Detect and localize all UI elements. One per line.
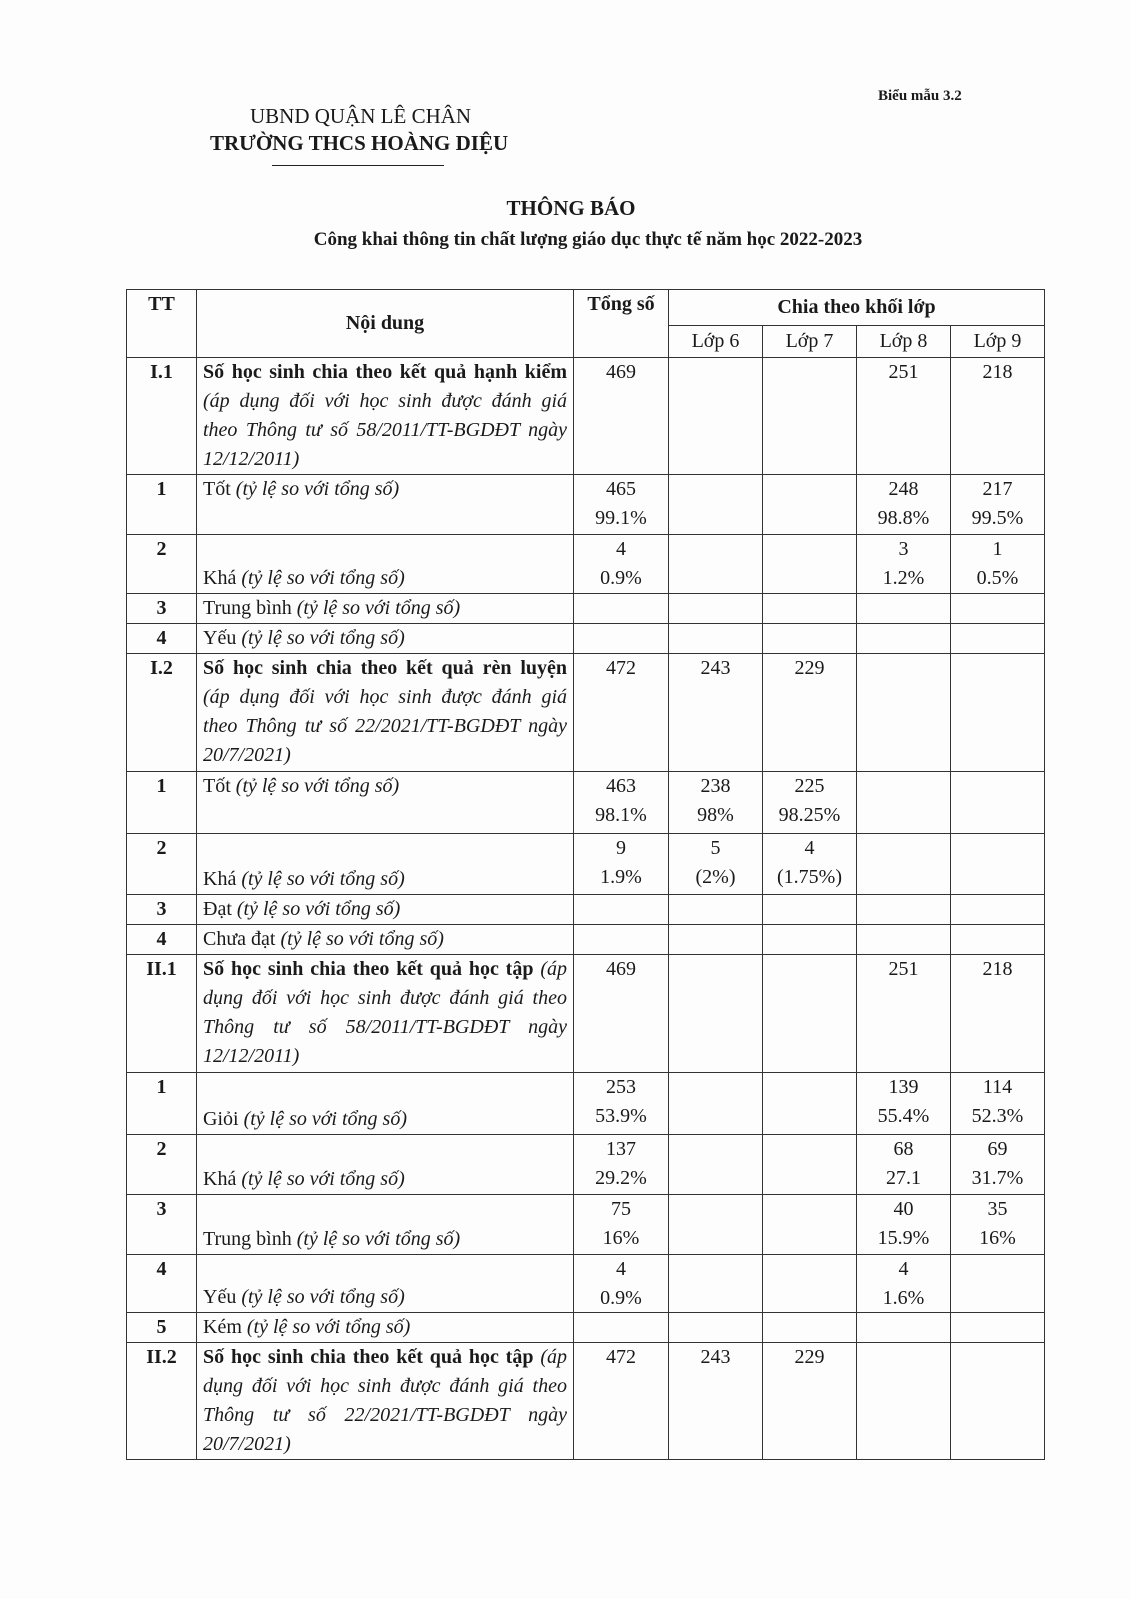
value-grade-8 bbox=[857, 1313, 951, 1343]
content-note: (áp dụng đối với học sinh được đánh giá theo Thông tư số 22/2021/TT-BGDĐT ngày 20/7/2021) bbox=[203, 1346, 567, 1455]
row-content bbox=[197, 594, 574, 624]
value-total bbox=[574, 1135, 669, 1195]
table-row bbox=[127, 1255, 1045, 1313]
value-grade-6 bbox=[669, 624, 763, 654]
value-grade-7 bbox=[763, 834, 857, 895]
content-label: Khá bbox=[203, 567, 237, 589]
value-grade-8 bbox=[857, 654, 951, 772]
value-total bbox=[574, 1195, 669, 1255]
content-label: Khá bbox=[203, 1168, 237, 1190]
value-grade-9 bbox=[951, 834, 1045, 895]
value-grade-8 bbox=[857, 594, 951, 624]
row-number: II.1 bbox=[127, 955, 197, 1073]
value-count: 4 bbox=[804, 837, 815, 859]
value-total bbox=[574, 1255, 669, 1313]
school-name: TRƯỜNG THCS HOÀNG DIỆU bbox=[210, 131, 509, 155]
value-count: 469 bbox=[606, 361, 636, 383]
table-row bbox=[127, 834, 1045, 895]
table-row bbox=[127, 1313, 1045, 1343]
table-row bbox=[127, 1343, 1045, 1460]
table-row bbox=[127, 594, 1045, 624]
value-grade-7 bbox=[763, 1195, 857, 1255]
content-note: (tỷ lệ so với tổng số) bbox=[291, 1228, 461, 1250]
content-label: Kém bbox=[203, 1316, 242, 1338]
value-count: 5 bbox=[710, 837, 721, 859]
value-count: 69 bbox=[987, 1138, 1008, 1160]
row-content bbox=[197, 1135, 574, 1195]
education-quality-table bbox=[126, 289, 1045, 1460]
value-count: 218 bbox=[982, 361, 1013, 383]
row-content bbox=[197, 624, 574, 654]
value-percent: 0.5% bbox=[976, 567, 1019, 589]
table-row bbox=[127, 654, 1045, 772]
value-total bbox=[574, 1073, 669, 1135]
value-grade-7 bbox=[763, 475, 857, 535]
row-number: 5 bbox=[127, 1313, 197, 1343]
content-note: (tỷ lệ so với tổng số) bbox=[275, 928, 444, 950]
value-grade-6 bbox=[669, 1195, 763, 1255]
row-number: 1 bbox=[127, 1073, 197, 1135]
value-percent: 98.1% bbox=[595, 804, 647, 826]
row-number: 2 bbox=[127, 834, 197, 895]
row-content bbox=[197, 654, 574, 772]
value-count: 35 bbox=[987, 1198, 1008, 1220]
table-row bbox=[127, 772, 1045, 834]
row-content bbox=[197, 535, 574, 594]
value-percent: 15.9% bbox=[877, 1227, 930, 1249]
value-grade-7 bbox=[763, 358, 857, 475]
value-grade-7 bbox=[763, 1255, 857, 1313]
value-grade-7 bbox=[763, 624, 857, 654]
value-grade-6 bbox=[669, 358, 763, 475]
value-grade-9 bbox=[951, 535, 1045, 594]
content-note: (tỷ lệ so với tổng số) bbox=[238, 1108, 407, 1130]
value-total bbox=[574, 1343, 669, 1460]
value-grade-7 bbox=[763, 1343, 857, 1460]
value-count: 225 bbox=[794, 775, 825, 797]
value-grade-8 bbox=[857, 1255, 951, 1313]
content-note: (áp dụng đối với học sinh được đánh giá theo Thông tư số 22/2021/TT-BGDĐT ngày 20/7/2021) bbox=[203, 686, 567, 766]
row-content bbox=[197, 475, 574, 535]
value-count: 472 bbox=[606, 657, 636, 679]
table-row bbox=[127, 358, 1045, 475]
content-label: Yếu bbox=[203, 1286, 237, 1308]
value-grade-7 bbox=[763, 895, 857, 925]
content-note: (tỷ lệ so với tổng số) bbox=[236, 1168, 405, 1190]
row-number: II.2 bbox=[127, 1343, 197, 1460]
value-count: 251 bbox=[888, 958, 919, 980]
value-grade-8 bbox=[857, 834, 951, 895]
content-note: (tỷ lệ so với tổng số) bbox=[236, 1286, 405, 1308]
value-count: 4 bbox=[898, 1258, 909, 1280]
value-percent: 16% bbox=[602, 1227, 640, 1249]
table-row bbox=[127, 535, 1045, 594]
value-count: 465 bbox=[606, 478, 636, 500]
value-grade-8 bbox=[857, 895, 951, 925]
row-content bbox=[197, 1343, 574, 1460]
value-grade-8 bbox=[857, 475, 951, 535]
value-grade-6 bbox=[669, 1343, 763, 1460]
row-number: 4 bbox=[127, 624, 197, 654]
value-grade-9 bbox=[951, 1255, 1045, 1313]
row-number: 1 bbox=[127, 475, 197, 535]
organization-name: UBND QUẬN LÊ CHÂN bbox=[250, 104, 472, 128]
value-count: 253 bbox=[606, 1076, 636, 1098]
value-grade-9 bbox=[951, 654, 1045, 772]
value-grade-6 bbox=[669, 1135, 763, 1195]
value-grade-8 bbox=[857, 955, 951, 1073]
value-percent: 16% bbox=[979, 1227, 1016, 1249]
row-content bbox=[197, 772, 574, 834]
value-count: 139 bbox=[888, 1076, 919, 1098]
value-total bbox=[574, 834, 669, 895]
row-number: 1 bbox=[127, 772, 197, 834]
value-total bbox=[574, 955, 669, 1073]
value-grade-8 bbox=[857, 1135, 951, 1195]
value-grade-9 bbox=[951, 772, 1045, 834]
row-content bbox=[197, 1255, 574, 1313]
value-count: 217 bbox=[982, 478, 1013, 500]
value-total bbox=[574, 772, 669, 834]
value-grade-6 bbox=[669, 834, 763, 895]
content-note: (áp dụng đối với học sinh được đánh giá theo Thông tư số 58/2011/TT-BGDĐT ngày 12/12/2011) bbox=[203, 958, 567, 1067]
value-total bbox=[574, 475, 669, 535]
table-row bbox=[127, 475, 1045, 535]
value-grade-6 bbox=[669, 594, 763, 624]
value-grade-6 bbox=[669, 1255, 763, 1313]
row-number: 3 bbox=[127, 895, 197, 925]
value-grade-6 bbox=[669, 475, 763, 535]
value-grade-9 bbox=[951, 925, 1045, 955]
value-count: 218 bbox=[982, 958, 1013, 980]
content-label: Tốt bbox=[203, 478, 231, 500]
content-note: (tỷ lệ so với tổng số) bbox=[236, 868, 405, 890]
row-content bbox=[197, 1073, 574, 1135]
value-grade-7 bbox=[763, 654, 857, 772]
value-grade-6 bbox=[669, 925, 763, 955]
value-percent: 99.1% bbox=[595, 507, 647, 529]
value-percent: (1.75%) bbox=[777, 866, 842, 888]
content-label: Tốt bbox=[203, 775, 231, 797]
value-count: 463 bbox=[606, 775, 636, 797]
value-grade-8 bbox=[857, 1195, 951, 1255]
row-number: 2 bbox=[127, 1135, 197, 1195]
header-underline bbox=[272, 165, 444, 166]
value-grade-6 bbox=[669, 535, 763, 594]
value-total bbox=[574, 654, 669, 772]
value-percent: 98.8% bbox=[877, 507, 930, 529]
header-grade-9: Lớp 9 bbox=[951, 326, 1045, 358]
row-content bbox=[197, 925, 574, 955]
row-content bbox=[197, 895, 574, 925]
value-grade-9 bbox=[951, 955, 1045, 1073]
content-bold: Số học sinh chia theo kết quả rèn luyện bbox=[203, 657, 567, 679]
row-number: 2 bbox=[127, 535, 197, 594]
content-label: Yếu bbox=[203, 627, 237, 649]
value-grade-7 bbox=[763, 535, 857, 594]
value-count: 243 bbox=[700, 657, 731, 679]
document-subtitle: Công khai thông tin chất lượng giáo dục thực tế năm học 2022-2023 bbox=[313, 229, 863, 250]
header-grade-6: Lớp 6 bbox=[669, 326, 763, 358]
table-row bbox=[127, 1073, 1045, 1135]
value-count: 4 bbox=[616, 538, 626, 560]
form-number: Biểu mẫu 3.2 bbox=[878, 88, 962, 104]
value-count: 1 bbox=[992, 538, 1003, 560]
value-percent: 29.2% bbox=[595, 1167, 647, 1189]
value-total bbox=[574, 624, 669, 654]
value-grade-7 bbox=[763, 1073, 857, 1135]
value-count: 229 bbox=[794, 657, 825, 679]
value-percent: 1.2% bbox=[882, 567, 925, 589]
row-number: 4 bbox=[127, 1255, 197, 1313]
content-bold: Số học sinh chia theo kết quả hạnh kiểm bbox=[203, 361, 567, 383]
value-total bbox=[574, 1313, 669, 1343]
value-total bbox=[574, 925, 669, 955]
value-grade-9 bbox=[951, 1343, 1045, 1460]
value-grade-9 bbox=[951, 1135, 1045, 1195]
value-grade-7 bbox=[763, 1313, 857, 1343]
value-grade-7 bbox=[763, 925, 857, 955]
value-grade-9 bbox=[951, 1073, 1045, 1135]
value-grade-8 bbox=[857, 925, 951, 955]
value-percent: 1.6% bbox=[882, 1287, 925, 1309]
value-grade-6 bbox=[669, 772, 763, 834]
row-content bbox=[197, 955, 574, 1073]
value-total bbox=[574, 594, 669, 624]
header-grade-8: Lớp 8 bbox=[857, 326, 951, 358]
value-percent: 31.7% bbox=[971, 1167, 1024, 1189]
value-grade-8 bbox=[857, 358, 951, 475]
content-label: Trung bình bbox=[203, 597, 292, 619]
value-grade-6 bbox=[669, 654, 763, 772]
value-grade-8 bbox=[857, 1343, 951, 1460]
value-grade-9 bbox=[951, 594, 1045, 624]
value-percent: 1.9% bbox=[600, 866, 642, 888]
content-label: Giỏi bbox=[203, 1108, 239, 1130]
header-tt: TT bbox=[127, 290, 197, 358]
header-grade-7: Lớp 7 bbox=[763, 326, 857, 358]
content-note: (áp dụng đối với học sinh được đánh giá theo Thông tư số 58/2011/TT-BGDĐT ngày 12/12/2011) bbox=[203, 390, 567, 470]
row-content bbox=[197, 1195, 574, 1255]
value-percent: (2%) bbox=[695, 866, 736, 888]
document-title: THÔNG BÁO bbox=[506, 196, 636, 220]
value-count: 114 bbox=[982, 1076, 1013, 1098]
value-percent: 0.9% bbox=[600, 1287, 642, 1309]
table-row bbox=[127, 955, 1045, 1073]
value-count: 238 bbox=[700, 775, 731, 797]
value-grade-8 bbox=[857, 535, 951, 594]
value-count: 4 bbox=[616, 1258, 626, 1280]
value-percent: 52.3% bbox=[971, 1105, 1024, 1127]
table-row bbox=[127, 895, 1045, 925]
row-number: I.2 bbox=[127, 654, 197, 772]
value-total bbox=[574, 358, 669, 475]
content-bold: Số học sinh chia theo kết quả học tập bbox=[203, 958, 534, 980]
value-total bbox=[574, 895, 669, 925]
value-grade-9 bbox=[951, 624, 1045, 654]
value-grade-6 bbox=[669, 1313, 763, 1343]
content-note: (tỷ lệ so với tổng số) bbox=[231, 898, 401, 920]
table-row bbox=[127, 925, 1045, 955]
row-number: 3 bbox=[127, 1195, 197, 1255]
row-number: 4 bbox=[127, 925, 197, 955]
row-content bbox=[197, 1313, 574, 1343]
value-grade-8 bbox=[857, 772, 951, 834]
value-percent: 99.5% bbox=[971, 507, 1024, 529]
value-grade-6 bbox=[669, 955, 763, 1073]
content-note: (tỷ lệ so với tổng số) bbox=[230, 478, 400, 500]
value-total bbox=[574, 535, 669, 594]
value-grade-9 bbox=[951, 1195, 1045, 1255]
content-note: (tỷ lệ so với tổng số) bbox=[236, 567, 405, 589]
value-count: 229 bbox=[794, 1346, 825, 1368]
table-row bbox=[127, 1135, 1045, 1195]
value-grade-7 bbox=[763, 955, 857, 1073]
content-note: (tỷ lệ so với tổng số) bbox=[291, 597, 461, 619]
value-count: 137 bbox=[606, 1138, 636, 1160]
row-content bbox=[197, 358, 574, 475]
table-row bbox=[127, 624, 1045, 654]
content-note: (tỷ lệ so với tổng số) bbox=[241, 1316, 411, 1338]
row-number: 3 bbox=[127, 594, 197, 624]
value-grade-7 bbox=[763, 594, 857, 624]
content-label: Khá bbox=[203, 868, 237, 890]
value-percent: 0.9% bbox=[600, 567, 642, 589]
header-total: Tổng số bbox=[574, 290, 669, 358]
value-grade-8 bbox=[857, 1073, 951, 1135]
header-content: Nội dung bbox=[197, 290, 574, 358]
table-row bbox=[127, 1195, 1045, 1255]
content-note: (tỷ lệ so với tổng số) bbox=[236, 627, 405, 649]
value-count: 75 bbox=[611, 1198, 631, 1220]
value-count: 9 bbox=[616, 837, 626, 859]
content-label: Trung bình bbox=[203, 1228, 292, 1250]
value-grade-9 bbox=[951, 895, 1045, 925]
value-count: 68 bbox=[893, 1138, 914, 1160]
value-percent: 53.9% bbox=[595, 1105, 647, 1127]
value-grade-9 bbox=[951, 358, 1045, 475]
value-count: 469 bbox=[606, 958, 636, 980]
value-grade-7 bbox=[763, 772, 857, 834]
row-number: I.1 bbox=[127, 358, 197, 475]
content-note: (tỷ lệ so với tổng số) bbox=[230, 775, 400, 797]
value-grade-9 bbox=[951, 475, 1045, 535]
value-percent: 27.1 bbox=[886, 1167, 921, 1189]
value-grade-9 bbox=[951, 1313, 1045, 1343]
value-percent: 98.25% bbox=[778, 804, 841, 826]
value-percent: 55.4% bbox=[877, 1105, 930, 1127]
value-grade-6 bbox=[669, 895, 763, 925]
content-label: Chưa đạt bbox=[203, 928, 276, 950]
value-count: 243 bbox=[700, 1346, 731, 1368]
value-percent: 98% bbox=[697, 804, 734, 826]
value-count: 40 bbox=[893, 1198, 914, 1220]
value-count: 472 bbox=[606, 1346, 636, 1368]
value-grade-6 bbox=[669, 1073, 763, 1135]
value-count: 248 bbox=[888, 478, 919, 500]
header-by-grade: Chia theo khối lớp bbox=[669, 290, 1045, 326]
value-count: 251 bbox=[888, 361, 919, 383]
row-content bbox=[197, 834, 574, 895]
content-label: Đạt bbox=[203, 898, 232, 920]
content-bold: Số học sinh chia theo kết quả học tập bbox=[203, 1346, 534, 1368]
value-grade-8 bbox=[857, 624, 951, 654]
value-count: 3 bbox=[898, 538, 909, 560]
value-grade-7 bbox=[763, 1135, 857, 1195]
